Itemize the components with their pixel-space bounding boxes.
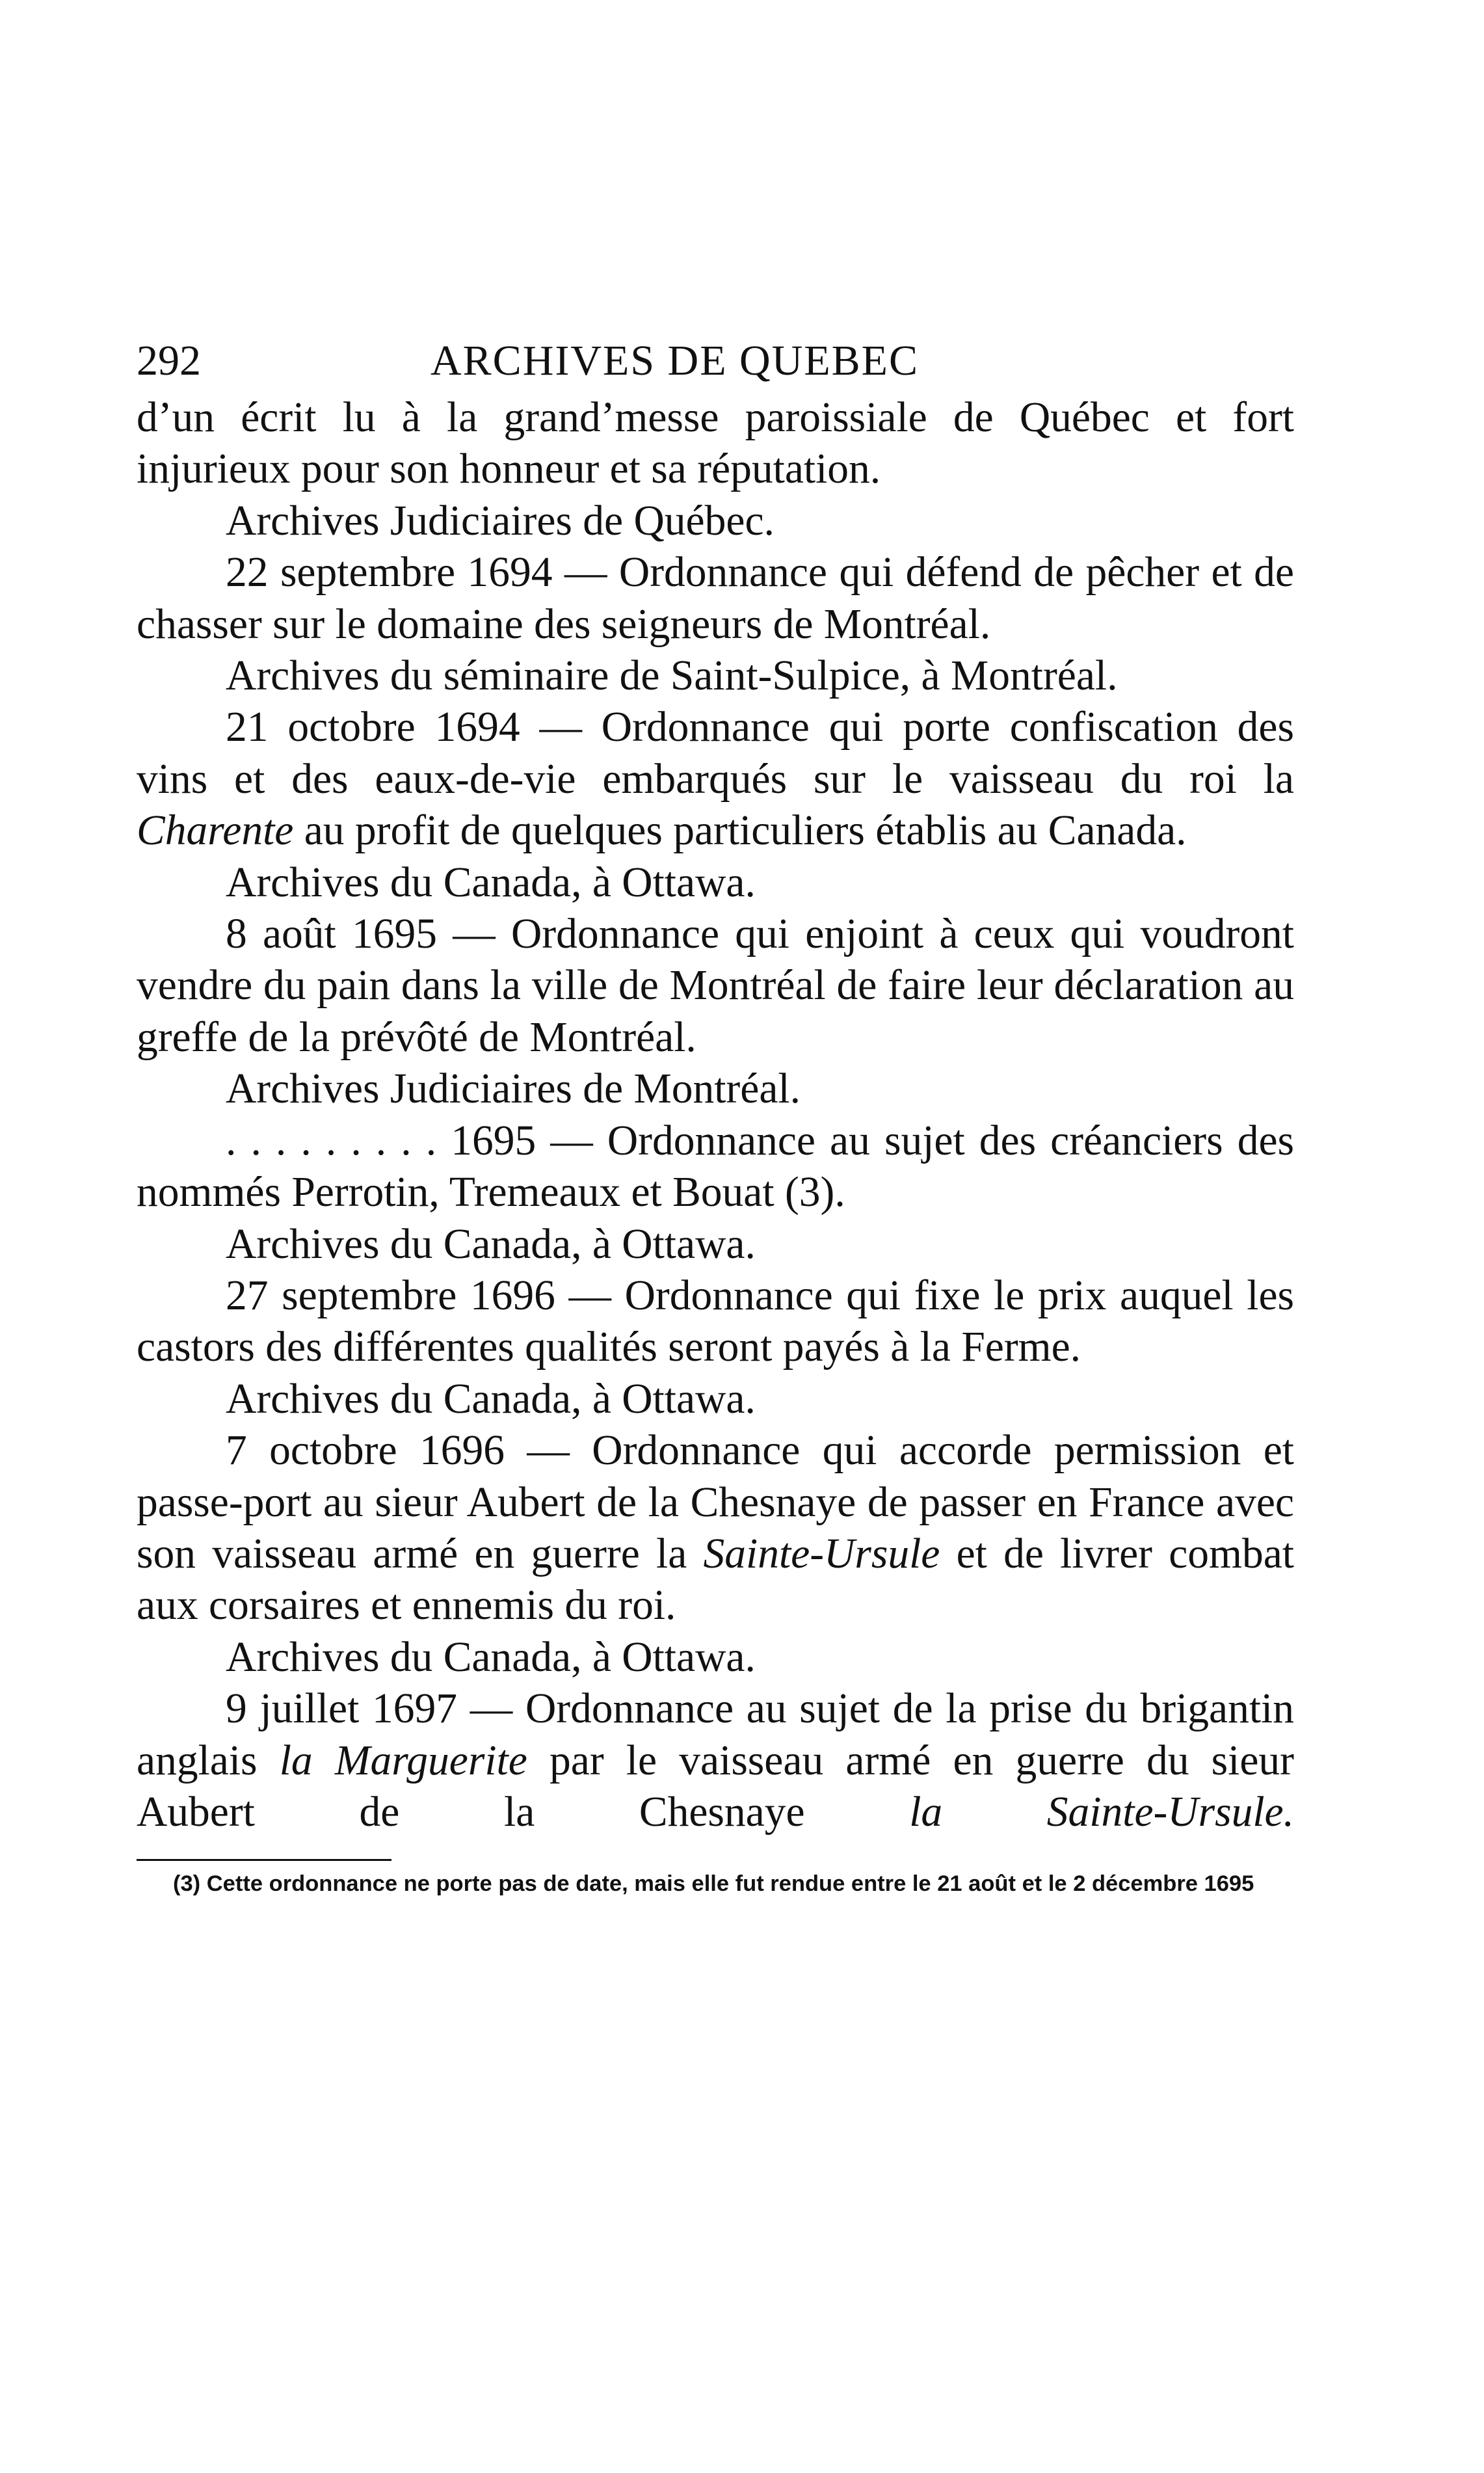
paragraph [137,392,1294,496]
footnote-text: Cette ordonnance ne porte pas de date, mais elle fut rendue entre le 21 août et le 2 décembre 1695 [206,1871,1254,1897]
document-page [137,332,1294,1897]
paragraph [137,1219,1294,1270]
paragraph-text: Archives du Canada, à Ottawa. [226,1633,756,1681]
italic-text: Charente [137,807,294,855]
paragraph-text: 9 juillet 1697 — Ordonnance au sujet de la prise du brigantin anglais [137,1685,1294,1784]
paragraph [137,1116,1294,1219]
paragraph-text: 7 octobre 1696 — Ordonnance qui accorde permission et passe-port au sieur Aubert de la Chesnaye de passer en France avec son vaisseau armé en guerre la [137,1427,1294,1577]
paragraph-text: Archives du Canada, à Ottawa. [226,859,756,906]
paragraph-text: Archives du Canada, à Ottawa. [226,1220,756,1268]
italic-text: Sainte-Ursule [703,1530,940,1577]
paragraph [137,702,1294,857]
footnote [137,1870,1294,1897]
paragraph [137,857,1294,909]
paragraph-text: au profit de quelques particuliers établis au Canada. [293,807,1187,855]
page-header [137,332,1294,390]
paragraph [137,496,1294,547]
paragraph-text: Archives du séminaire de Saint-Sulpice, à Montréal. [226,652,1118,700]
paragraph-text: 21 octobre 1694 — Ordonnance qui porte confiscation des vins et des eaux-de-vie embarqués sur le vaisseau du roi la [137,704,1294,803]
paragraph-text: 27 septembre 1696 — Ordonnance qui fixe le prix auquel les castors des différentes qualités seront payés à la Ferme. [137,1272,1294,1371]
body-text [137,392,1294,1838]
paragraph [137,650,1294,702]
italic-text: la Sainte-Ursule. [909,1788,1295,1836]
running-title: ARCHIVES DE QUEBEC [431,337,920,384]
paragraph-text: par le vaisseau armé en guerre du sieur Aubert de la Chesnaye [137,1737,1294,1836]
paragraph-text: 8 août 1695 — Ordonnance qui enjoint à ceux qui voudront vendre du pain dans la ville de Montréal de faire leur déclaration au greffe de la prévôté de Montréal. [137,911,1294,1061]
paragraph-text: Archives du Canada, à Ottawa. [226,1375,756,1423]
paragraph-text: 22 septembre 1694 — Ordonnance qui défend de pêcher et de chasser sur le domaine des seigneurs de Montréal. [137,549,1294,648]
paragraph [137,1425,1294,1632]
paragraph-text: Archives Judiciaires de Québec. [226,497,775,544]
paragraph [137,547,1294,650]
paragraph [137,1063,1294,1115]
paragraph [137,1374,1294,1425]
paragraph [137,1632,1294,1683]
footnote-marker: (3) [173,1871,201,1897]
paragraph-text: d’un écrit lu à la grand’messe paroissiale de Québec et fort injurieux pour son honneur et sa réputation. [137,394,1294,493]
paragraph-text: Archives Judiciaires de Montréal. [226,1065,801,1113]
footnote-rule [137,1859,391,1861]
italic-text: la Marguerite [279,1737,527,1784]
paragraph-text: et de livrer combat aux corsaires et ennemis du roi. [137,1530,1294,1629]
paragraph-text: . . . . . . . . . 1695 — Ordonnance au sujet des créanciers des nommés Perrotin, Tremeaux et Bouat (3). [137,1117,1294,1216]
paragraph [137,1270,1294,1374]
paragraph [137,1683,1294,1838]
paragraph [137,909,1294,1063]
page-number: 292 [137,337,201,384]
